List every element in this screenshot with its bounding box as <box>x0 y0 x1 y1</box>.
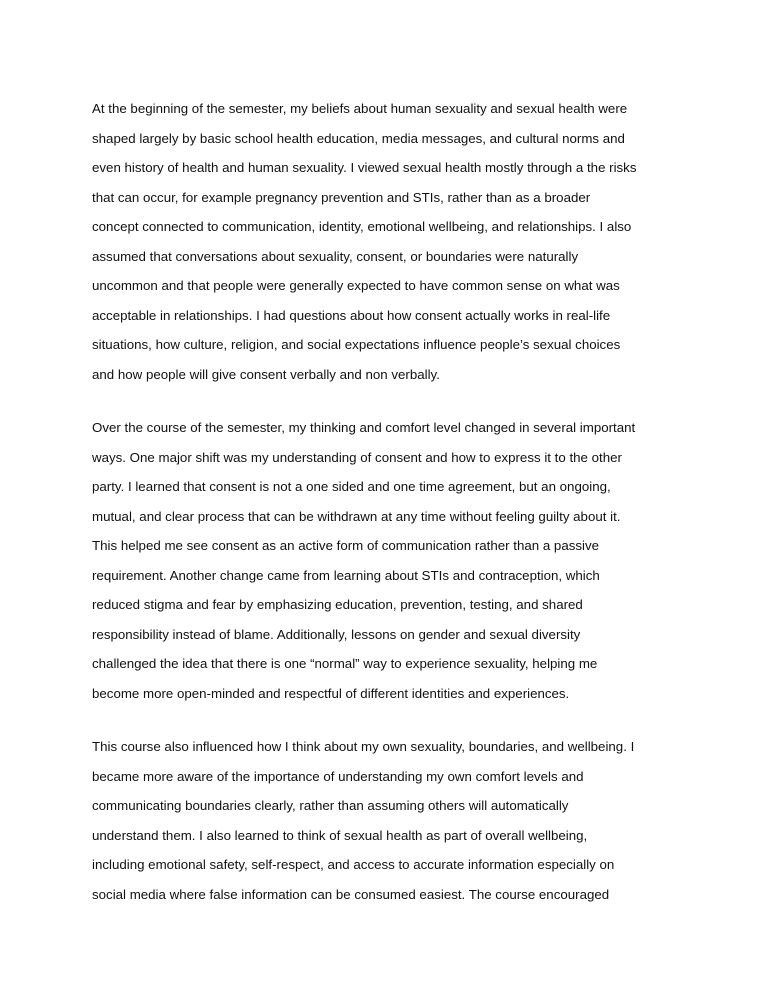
paragraph-1 <box>92 94 712 389</box>
text-line: responsibility instead of blame. Additionally, lessons on gender and sexual diversity <box>92 626 581 642</box>
text-line: reduced stigma and fear by emphasizing education, prevention, testing, and shared <box>92 597 583 612</box>
text-line: understand them. I also learned to think of sexual health as part of overall wellbeing, <box>92 827 588 843</box>
text-line: ways. One major shift was my understanding of consent and how to express it to the other <box>92 449 622 465</box>
text-line: including emotional safety, self-respect, and access to accurate information especially on <box>92 857 615 872</box>
document-body <box>92 94 712 933</box>
text-line: uncommon and that people were generally expected to have common sense on what was <box>92 278 620 293</box>
text-line: concept connected to communication, identity, emotional wellbeing, and relationships. I also <box>92 219 632 234</box>
text-line: situations, how culture, religion, and social expectations influence people’s sexual choices <box>92 337 621 352</box>
paragraph-2 <box>92 413 712 708</box>
text-line: communicating boundaries clearly, rather than assuming others will automatically <box>92 798 569 813</box>
text-line: become more open-minded and respectful of different identities and experiences. <box>92 685 570 701</box>
text-line: even history of health and human sexuality. I viewed sexual health mostly through a the risks <box>92 160 637 175</box>
text-line: acceptable in relationships. I had questions about how consent actually works in real-life <box>92 307 611 323</box>
text-line: assumed that conversations about sexuality, consent, or boundaries were naturally <box>92 248 579 264</box>
text-line: mutual, and clear process that can be withdrawn at any time without feeling guilty about it. <box>92 508 621 524</box>
text-line: and how people will give consent verbally and non verbally. <box>92 366 440 382</box>
text-line: requirement. Another change came from learning about STIs and contraception, which <box>92 567 600 583</box>
text-line: At the beginning of the semester, my beliefs about human sexuality and sexual health were <box>92 101 628 116</box>
text-line: became more aware of the importance of understanding my own comfort levels and <box>92 768 584 784</box>
text-line: This course also influenced how I think about my own sexuality, boundaries, and wellbeing. I <box>92 739 635 754</box>
text-line: party. I learned that consent is not a one sided and one time agreement, but an ongoing, <box>92 479 611 494</box>
text-line: that can occur, for example pregnancy prevention and STIs, rather than as a broader <box>92 189 591 205</box>
text-line: shaped largely by basic school health education, media messages, and cultural norms and <box>92 130 625 146</box>
text-line: This helped me see consent as an active form of communication rather than a passive <box>92 538 600 553</box>
paragraph-3 <box>92 732 712 909</box>
text-line: challenged the idea that there is one “normal” way to experience sexuality, helping me <box>92 656 598 671</box>
text-line: social media where false information can be consumed easiest. The course encouraged <box>92 886 610 902</box>
text-line: Over the course of the semester, my thinking and comfort level changed in several important <box>92 420 636 435</box>
